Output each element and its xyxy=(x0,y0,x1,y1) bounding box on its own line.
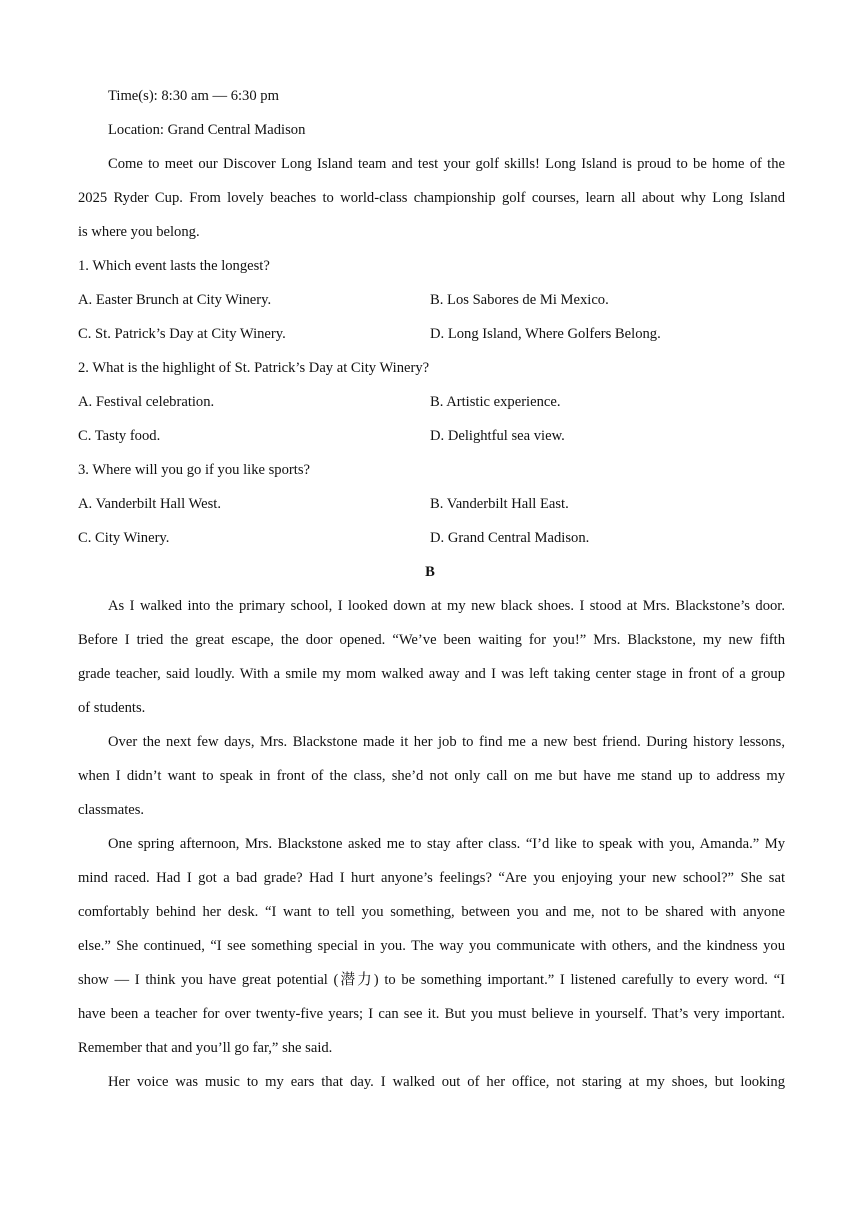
question-3-option-c: C. City Winery. xyxy=(78,530,170,546)
passage-line: comfortably behind her desk. “I want to tell you something, between you and me, not to be shared with anyone xyxy=(78,904,785,920)
event-description-line: Come to meet our Discover Long Island team and test your golf skills! Long Island is proud to be home of the xyxy=(108,156,785,172)
question-1-stem: 1. Which event lasts the longest? xyxy=(78,258,270,274)
question-3-option-a: A. Vanderbilt Hall West. xyxy=(78,496,221,512)
question-1-option-c: C. St. Patrick’s Day at City Winery. xyxy=(78,326,286,342)
question-1-option-a: A. Easter Brunch at City Winery. xyxy=(78,292,272,308)
question-2-stem: 2. What is the highlight of St. Patrick’s Day at City Winery? xyxy=(78,360,430,376)
passage-line: show — I think you have great potential (潜力) to be something important.” I listened carefully to every word. “I xyxy=(78,972,785,988)
passage-line: else.” She continued, “I see something special in you. The way you communicate with others, and the kindness you xyxy=(78,938,785,954)
passage-line: have been a teacher for over twenty-five years; I can see it. But you must believe in yourself. That’s very important. xyxy=(78,1006,785,1022)
question-3-option-d: D. Grand Central Madison. xyxy=(430,530,590,546)
passage-line: classmates. xyxy=(78,802,145,818)
passage-line: of students. xyxy=(78,700,146,716)
event-description-line: 2025 Ryder Cup. From lovely beaches to world-class championship golf courses, learn all about why Long Island xyxy=(78,190,785,206)
passage-line: As I walked into the primary school, I looked down at my new black shoes. I stood at Mrs. Blackstone’s door. xyxy=(108,598,785,614)
passage-line: One spring afternoon, Mrs. Blackstone asked me to stay after class. “I’d like to speak with you, Amanda.” My xyxy=(108,836,785,852)
event-description-line: is where you belong. xyxy=(78,224,200,240)
passage-line: Over the next few days, Mrs. Blackstone made it her job to find me a new best friend. During history lessons, xyxy=(108,734,785,750)
passage-line: Remember that and you’ll go far,” she said. xyxy=(78,1040,333,1056)
event-location: Location: Grand Central Madison xyxy=(108,122,306,138)
passage-line: Before I tried the great escape, the door opened. “We’ve been waiting for you!” Mrs. Blackstone, my new fifth xyxy=(78,632,785,648)
question-2-option-d: D. Delightful sea view. xyxy=(430,428,565,444)
passage-line: Her voice was music to my ears that day. I walked out of her office, not staring at my shoes, but looking xyxy=(108,1074,785,1090)
passage-line: grade teacher, said loudly. With a smile my mom walked away and I was left taking center stage in front of a group xyxy=(78,666,785,682)
question-2-option-c: C. Tasty food. xyxy=(78,428,161,444)
question-2-option-a: A. Festival celebration. xyxy=(78,394,215,410)
question-3-stem: 3. Where will you go if you like sports? xyxy=(78,462,310,478)
question-3-option-b: B. Vanderbilt Hall East. xyxy=(430,496,569,512)
question-1-option-b: B. Los Sabores de Mi Mexico. xyxy=(430,292,609,308)
question-2-option-b: B. Artistic experience. xyxy=(430,394,561,410)
passage-line: mind raced. Had I got a bad grade? Had I hurt anyone’s feelings? “Are you enjoying your new school?” She sat xyxy=(78,870,785,886)
passage-line: when I didn’t want to speak in front of the class, she’d not only call on me but have me stand up to address my xyxy=(78,768,785,784)
event-times: Time(s): 8:30 am — 6:30 pm xyxy=(108,88,279,104)
section-heading: B xyxy=(425,564,435,580)
question-1-option-d: D. Long Island, Where Golfers Belong. xyxy=(430,326,661,342)
